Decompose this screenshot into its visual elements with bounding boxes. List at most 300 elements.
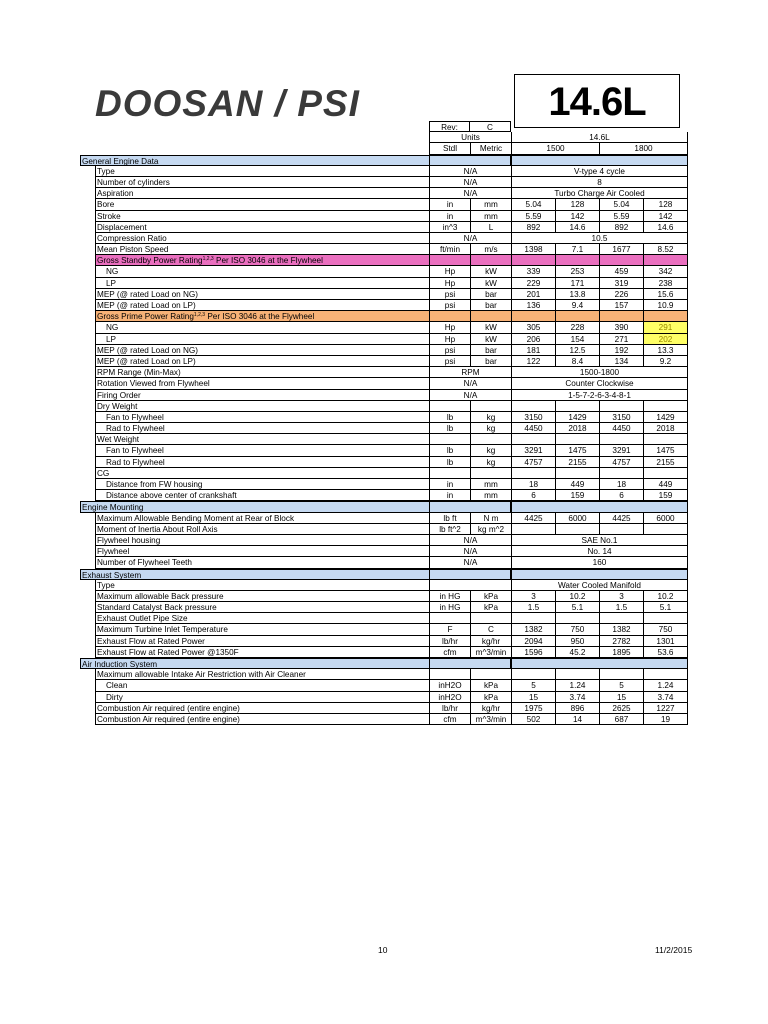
table-row	[80, 255, 688, 266]
cell-v3: 1.5	[599, 602, 643, 613]
cell-v4: 5.1	[643, 602, 688, 613]
model-title-box	[514, 74, 680, 128]
cell-u2: kg/hr	[470, 703, 511, 714]
cell-unit: N/A	[429, 177, 511, 188]
cell-v2: 142	[555, 211, 599, 222]
cell-v1: 4450	[511, 423, 555, 434]
cell-v3: 5.59	[599, 211, 643, 222]
cell-v4: 8.52	[643, 244, 688, 255]
row-label: Maximum Turbine Inlet Temperature	[95, 624, 444, 635]
cell-v2: 13.8	[555, 289, 599, 300]
table-row	[80, 378, 688, 389]
cell-unit: N/A	[429, 390, 511, 401]
table-row	[80, 703, 688, 714]
cell-v3: 2625	[599, 703, 643, 714]
section-unit-block	[429, 501, 511, 512]
table-row	[80, 390, 688, 401]
cell-v1: 1398	[511, 244, 555, 255]
cell-v1: 6	[511, 490, 555, 501]
cell-u2: L	[470, 222, 511, 233]
cell-value: No. 14	[511, 546, 688, 557]
cell-v1: 5.59	[511, 211, 555, 222]
cell-v1: 1382	[511, 624, 555, 635]
cell-value: 8	[511, 177, 688, 188]
cell-v3	[599, 613, 643, 624]
cell-v2	[555, 401, 599, 412]
table-row	[80, 434, 688, 445]
row-label: MEP (@ rated Load on NG)	[95, 345, 444, 356]
cell-u2: mm	[470, 199, 511, 210]
cell-u1: psi	[429, 356, 470, 367]
cell-v4: 128	[643, 199, 688, 210]
cell-v4	[643, 401, 688, 412]
cell-v1: 4425	[511, 513, 555, 524]
cell-u2	[470, 669, 511, 680]
cell-v2: 128	[555, 199, 599, 210]
cell-v2: 2018	[555, 423, 599, 434]
row-label: MEP (@ rated Load on LP)	[95, 356, 444, 367]
table-row	[80, 322, 688, 333]
table-row	[80, 345, 688, 356]
cell-v4: 238	[643, 278, 688, 289]
cell-u1: in HG	[429, 602, 470, 613]
cell-value: Counter Clockwise	[511, 378, 688, 389]
row-label: Displacement	[95, 222, 444, 233]
row-label: Maximum Allowable Bending Moment at Rear of Block	[95, 513, 444, 524]
section-unit-block	[429, 155, 511, 166]
row-label: Number of cylinders	[95, 177, 444, 188]
rating-suffix: Per ISO 3046 at the Flywheel	[205, 312, 315, 322]
model-column-header: 14.6L	[511, 132, 688, 143]
cell-v3	[599, 669, 643, 680]
cell-v1: 122	[511, 356, 555, 367]
cell-v1: 5.04	[511, 199, 555, 210]
table-row	[80, 412, 688, 423]
footer-date: 11/2/2015	[655, 945, 693, 955]
cell-u2: kW	[470, 266, 511, 277]
cell-v3: 4450	[599, 423, 643, 434]
spec-sheet-table	[80, 121, 688, 725]
cell-v4: 142	[643, 211, 688, 222]
cell-v3: 687	[599, 714, 643, 725]
row-label: Rad to Flywheel	[95, 457, 444, 468]
cell-u1: psi	[429, 345, 470, 356]
section-value-block	[511, 501, 688, 512]
table-row	[80, 356, 688, 367]
cell-u1: psi	[429, 300, 470, 311]
cell-unit: N/A	[429, 188, 511, 199]
cell-v1: 229	[511, 278, 555, 289]
cell-v3	[599, 401, 643, 412]
rev-label: Rev:	[429, 121, 470, 132]
cell-v4: 15.6	[643, 289, 688, 300]
row-label: LP	[95, 278, 444, 289]
cell-u1: in HG	[429, 591, 470, 602]
cell-v3: 5	[599, 680, 643, 691]
rating-footnote: 1,2,3	[193, 312, 206, 319]
cell-v1: 4757	[511, 457, 555, 468]
cell-u2: kW	[470, 322, 511, 333]
row-label: Flywheel	[95, 546, 444, 557]
cell-u1: in^3	[429, 222, 470, 233]
row-label: MEP (@ rated Load on NG)	[95, 289, 444, 300]
cell-v4: 10.9	[643, 300, 688, 311]
cell-u2: m^3/min	[470, 647, 511, 658]
cell-u1	[429, 401, 470, 412]
cell-v4: 13.3	[643, 345, 688, 356]
cell-u1: Hp	[429, 322, 470, 333]
cell-u2: mm	[470, 490, 511, 501]
cell-u1: lb ft	[429, 513, 470, 524]
cell-u1	[429, 613, 470, 624]
cell-u2: kW	[470, 278, 511, 289]
row-label: Flywheel housing	[95, 535, 444, 546]
cell-unit	[429, 580, 511, 591]
cell-v2: 1.24	[555, 680, 599, 691]
cell-u1: inH2O	[429, 692, 470, 703]
cell-v3: 18	[599, 479, 643, 490]
section-header: Air Induction System	[80, 658, 429, 669]
row-label: Compression Ratio	[95, 233, 444, 244]
row-label: Exhaust Flow at Rated Power	[95, 636, 444, 647]
cell-value: V-type 4 cycle	[511, 166, 688, 177]
cell-u2: kg	[470, 457, 511, 468]
cell-u1	[429, 255, 470, 266]
cell-value: 1-5-7-2-6-3-4-8-1	[511, 390, 688, 401]
cell-v3: 2782	[599, 636, 643, 647]
cell-u1: Hp	[429, 266, 470, 277]
cell-v1: 15	[511, 692, 555, 703]
cell-u2: kg m^2	[470, 524, 511, 535]
table-row	[80, 334, 688, 345]
cell-v2: 159	[555, 490, 599, 501]
cell-u2: kPa	[470, 591, 511, 602]
cell-v2: 171	[555, 278, 599, 289]
cell-v4: 19	[643, 714, 688, 725]
row-label: RPM Range (Min-Max)	[95, 367, 444, 378]
cell-v4: 2018	[643, 423, 688, 434]
section-unit-block	[429, 569, 511, 580]
cell-u1: lb/hr	[429, 636, 470, 647]
cell-v1	[511, 311, 555, 322]
row-label: Maximum allowable Intake Air Restriction with Air Cleaner	[95, 669, 444, 680]
cell-v4: 10.2	[643, 591, 688, 602]
cell-u1: in	[429, 211, 470, 222]
row-label: Firing Order	[95, 390, 444, 401]
rating-header	[95, 255, 444, 266]
cell-v2: 950	[555, 636, 599, 647]
cell-v1: 5	[511, 680, 555, 691]
cell-v4: 2155	[643, 457, 688, 468]
table-row	[80, 132, 688, 143]
table-row	[80, 401, 688, 412]
row-label: Fan to Flywheel	[95, 412, 444, 423]
cell-v2	[555, 468, 599, 479]
row-label: Type	[95, 166, 444, 177]
cell-v4: 291	[643, 322, 688, 333]
table-row	[80, 580, 688, 591]
cell-v3: 3	[599, 591, 643, 602]
cell-v2: 12.5	[555, 345, 599, 356]
row-label: Moment of Inertia About Roll Axis	[95, 524, 444, 535]
row-label: Aspiration	[95, 188, 444, 199]
cell-v2	[555, 613, 599, 624]
cell-value: 1500-1800	[511, 367, 688, 378]
row-label: Distance above center of crankshaft	[95, 490, 444, 501]
cell-v1: 339	[511, 266, 555, 277]
cell-v3	[599, 468, 643, 479]
cell-u2: kg	[470, 412, 511, 423]
cell-u1	[429, 468, 470, 479]
section-header: Exhaust System	[80, 569, 429, 580]
row-label: Wet Weight	[95, 434, 444, 445]
row-label: Dirty	[95, 692, 444, 703]
cell-u1: lb/hr	[429, 703, 470, 714]
cell-v4: 1475	[643, 445, 688, 456]
cell-v3: 157	[599, 300, 643, 311]
cell-v4	[643, 613, 688, 624]
cell-v3: 1382	[599, 624, 643, 635]
cell-v4	[643, 311, 688, 322]
table-row	[80, 143, 688, 154]
cell-u1: cfm	[429, 647, 470, 658]
table-row	[80, 244, 688, 255]
cell-v1: 1975	[511, 703, 555, 714]
cell-v1: 2094	[511, 636, 555, 647]
table-row	[80, 289, 688, 300]
cell-v2	[555, 311, 599, 322]
section-value-block	[511, 569, 688, 580]
cell-v1: 201	[511, 289, 555, 300]
cell-v4: 3.74	[643, 692, 688, 703]
cell-u2: m/s	[470, 244, 511, 255]
cell-u2	[470, 255, 511, 266]
row-label: CG	[95, 468, 444, 479]
cell-v3: 1895	[599, 647, 643, 658]
cell-u2: bar	[470, 356, 511, 367]
cell-value: Water Cooled Manifold	[511, 580, 688, 591]
section-header: Engine Mounting	[80, 501, 429, 512]
table-row	[80, 490, 688, 501]
cell-u1: psi	[429, 289, 470, 300]
row-label: Combustion Air required (entire engine)	[95, 703, 444, 714]
cell-v2: 154	[555, 334, 599, 345]
cell-v4: 202	[643, 334, 688, 345]
cell-v1: 892	[511, 222, 555, 233]
cell-u1: lb	[429, 445, 470, 456]
cell-v2: 7.1	[555, 244, 599, 255]
cell-v1: 305	[511, 322, 555, 333]
table-row	[80, 658, 688, 669]
cell-v4: 750	[643, 624, 688, 635]
cell-v3: 6	[599, 490, 643, 501]
cell-u1: lb	[429, 412, 470, 423]
table-row	[80, 311, 688, 322]
cell-v4	[643, 468, 688, 479]
cell-v4: 6000	[643, 513, 688, 524]
cell-v2	[555, 524, 599, 535]
table-row	[80, 479, 688, 490]
cell-u1: F	[429, 624, 470, 635]
table-row	[80, 233, 688, 244]
row-label: Stroke	[95, 211, 444, 222]
row-label: Exhaust Outlet Pipe Size	[95, 613, 444, 624]
table-row	[80, 121, 688, 132]
cell-v2	[555, 255, 599, 266]
row-label: Mean Piston Speed	[95, 244, 444, 255]
rating-suffix: Per ISO 3046 at the Flywheel	[213, 256, 323, 266]
table-row	[80, 278, 688, 289]
cell-v4: 1227	[643, 703, 688, 714]
cell-u2: kg	[470, 423, 511, 434]
cell-v3: 271	[599, 334, 643, 345]
cell-v3: 3291	[599, 445, 643, 456]
row-label: MEP (@ rated Load on LP)	[95, 300, 444, 311]
cell-v1: 18	[511, 479, 555, 490]
cell-u1: in	[429, 490, 470, 501]
table-row	[80, 199, 688, 210]
cell-u1: lb ft^2	[429, 524, 470, 535]
table-row	[80, 557, 688, 568]
cell-v1	[511, 434, 555, 445]
cell-u2: kPa	[470, 602, 511, 613]
rev-value: C	[470, 121, 511, 132]
table-row	[80, 457, 688, 468]
cell-v4: 342	[643, 266, 688, 277]
cell-v1: 502	[511, 714, 555, 725]
table-row	[80, 624, 688, 635]
table-row	[80, 266, 688, 277]
row-label: NG	[95, 322, 444, 333]
cell-v4: 1429	[643, 412, 688, 423]
cell-v1: 1596	[511, 647, 555, 658]
table-row	[80, 692, 688, 703]
table-row	[80, 613, 688, 624]
cell-v2: 6000	[555, 513, 599, 524]
table-row	[80, 569, 688, 580]
cell-v1: 3291	[511, 445, 555, 456]
cell-u2: m^3/min	[470, 714, 511, 725]
section-value-block	[511, 658, 688, 669]
row-label: Exhaust Flow at Rated Power @1350F	[95, 647, 444, 658]
table-row	[80, 166, 688, 177]
units-label: Units	[429, 132, 511, 143]
cell-v2: 9.4	[555, 300, 599, 311]
cell-v3	[599, 255, 643, 266]
metric-header: Metric	[470, 143, 511, 154]
cell-u2: bar	[470, 345, 511, 356]
cell-v2: 5.1	[555, 602, 599, 613]
table-row	[80, 188, 688, 199]
cell-u2: kg/hr	[470, 636, 511, 647]
cell-unit: N/A	[429, 535, 511, 546]
cell-v2	[555, 434, 599, 445]
cell-v1	[511, 613, 555, 624]
table-row	[80, 535, 688, 546]
cell-v1: 136	[511, 300, 555, 311]
cell-value: 160	[511, 557, 688, 568]
table-row	[80, 602, 688, 613]
table-row	[80, 445, 688, 456]
cell-u1: Hp	[429, 334, 470, 345]
cell-u2	[470, 434, 511, 445]
cell-v1: 3150	[511, 412, 555, 423]
cell-value: SAE No.1	[511, 535, 688, 546]
cell-unit: N/A	[429, 557, 511, 568]
cell-v3: 4757	[599, 457, 643, 468]
table-row	[80, 468, 688, 479]
cell-v2: 896	[555, 703, 599, 714]
cell-u1: lb	[429, 423, 470, 434]
cell-u1: inH2O	[429, 680, 470, 691]
cell-u2	[470, 311, 511, 322]
table-row	[80, 177, 688, 188]
cell-v1	[511, 401, 555, 412]
cell-unit: N/A	[429, 233, 511, 244]
cell-v1	[511, 255, 555, 266]
cell-u1	[429, 669, 470, 680]
cell-u2: mm	[470, 211, 511, 222]
table-row	[80, 669, 688, 680]
cell-v2: 228	[555, 322, 599, 333]
cell-u1: cfm	[429, 714, 470, 725]
cell-v3	[599, 524, 643, 535]
cell-u2: kPa	[470, 680, 511, 691]
cell-v4	[643, 255, 688, 266]
cell-v3: 1677	[599, 244, 643, 255]
stdl-header: Stdl	[429, 143, 470, 154]
row-label: Number of Flywheel Teeth	[95, 557, 444, 568]
cell-v3	[599, 434, 643, 445]
table-row	[80, 423, 688, 434]
page-number: 10	[378, 945, 388, 955]
rpm-1800-header: 1800	[599, 143, 688, 154]
row-label: Rad to Flywheel	[95, 423, 444, 434]
cell-u1: ft/min	[429, 244, 470, 255]
rpm-1500-header: 1500	[511, 143, 599, 154]
cell-v4	[643, 669, 688, 680]
cell-v4: 159	[643, 490, 688, 501]
cell-v3: 3150	[599, 412, 643, 423]
table-row	[80, 300, 688, 311]
row-label: Distance from FW housing	[95, 479, 444, 490]
cell-u2: mm	[470, 479, 511, 490]
table-row	[80, 501, 688, 512]
cell-v3: 192	[599, 345, 643, 356]
cell-v2: 253	[555, 266, 599, 277]
cell-v4	[643, 434, 688, 445]
row-label: LP	[95, 334, 444, 345]
cell-v2: 1475	[555, 445, 599, 456]
cell-v3: 134	[599, 356, 643, 367]
cell-unit: N/A	[429, 546, 511, 557]
cell-u2	[470, 468, 511, 479]
row-label: Type	[95, 580, 444, 591]
cell-v1	[511, 524, 555, 535]
cell-v4: 53.6	[643, 647, 688, 658]
cell-u2	[470, 613, 511, 624]
section-value-block	[511, 155, 688, 166]
cell-u1	[429, 311, 470, 322]
table-row	[80, 211, 688, 222]
table-row	[80, 222, 688, 233]
cell-v4: 449	[643, 479, 688, 490]
row-label: Fan to Flywheel	[95, 445, 444, 456]
cell-v1: 181	[511, 345, 555, 356]
table-row	[80, 367, 688, 378]
cell-v3: 459	[599, 266, 643, 277]
cell-v4: 14.6	[643, 222, 688, 233]
